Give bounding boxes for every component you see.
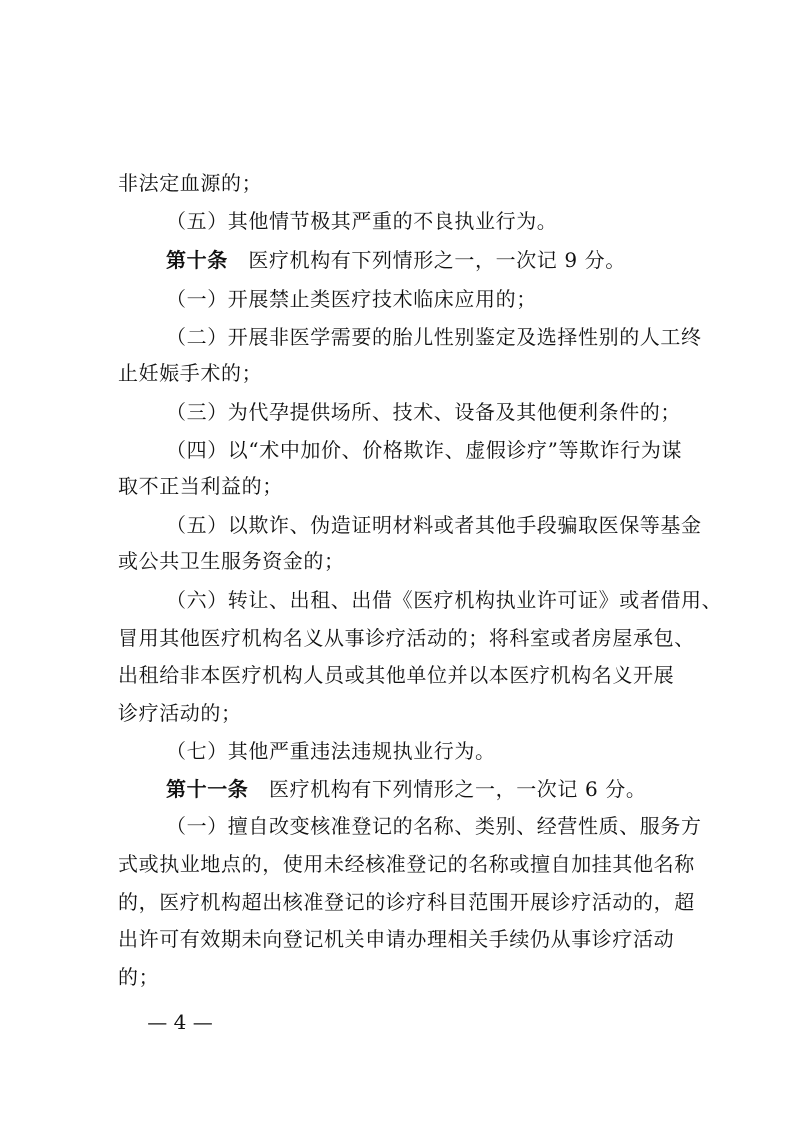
text-line: （五）以欺诈、伪造证明材料或者其他手段骗取医保等基金 — [166, 513, 702, 537]
article-text: 医疗机构有下列情形之一，一次记 9 分。 — [227, 248, 626, 272]
text-line: 式或执业地点的，使用未经核准登记的名称或擅自加挂其他名称 — [118, 852, 695, 876]
text-line: 取不正当利益的； — [118, 474, 283, 498]
text-line: 的，医疗机构超出核准登记的诊疗科目范围开展诊疗活动的，超 — [118, 890, 695, 914]
text-line: 止妊娠手术的； — [118, 361, 263, 385]
text-line: 非法定血源的； — [118, 171, 263, 195]
text-line: （四）以“术中加价、价格欺诈、虚假诊疗”等欺诈行为谋 — [166, 438, 683, 462]
article-heading: 第十条 — [166, 248, 228, 272]
text-line: 诊疗活动的； — [118, 701, 242, 725]
text-line: 出租给非本医疗机构人员或其他单位并以本医疗机构名义开展 — [118, 663, 675, 687]
text-line: （一）擅自改变核准登记的名称、类别、经营性质、服务方 — [166, 814, 702, 838]
text-line: （一）开展禁止类医疗技术临床应用的； — [166, 287, 537, 311]
text-line: 冒用其他医疗机构名义从事诊疗活动的；将科室或者房屋承包、 — [118, 626, 695, 650]
text-line: （六）转让、出租、出借《医疗机构执业许可证》或者借用、 — [166, 588, 723, 612]
text-line: （七）其他严重违法违规执业行为。 — [166, 739, 496, 763]
article-11-line — [166, 769, 698, 809]
text-line: 的； — [118, 965, 160, 989]
article-text: 医疗机构有下列情形之一，一次记 6 分。 — [248, 777, 647, 801]
text-line: （二）开展非医学需要的胎儿性别鉴定及选择性别的人工终 — [166, 325, 702, 349]
page-number: — 4 — — [147, 1010, 213, 1034]
text-line: （三）为代孕提供场所、技术、设备及其他便利条件的； — [166, 400, 681, 424]
text-line: 或公共卫生服务资金的； — [118, 549, 345, 573]
text-line: 出许可有效期未向登记机关申请办理相关手续仍从事诊疗活动 — [118, 927, 675, 951]
article-10-line — [166, 240, 698, 280]
text-line: （五）其他情节极其严重的不良执业行为。 — [166, 209, 558, 233]
article-heading: 第十一条 — [166, 777, 249, 801]
